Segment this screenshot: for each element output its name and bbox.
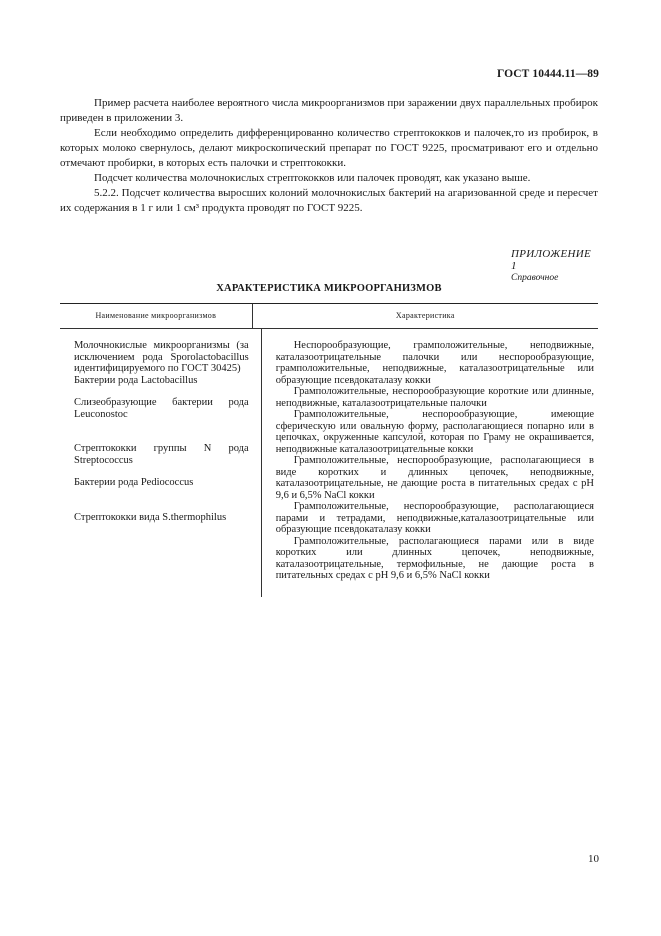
body-text bbox=[60, 96, 598, 216]
paragraph: Подсчет количества молочнокислых стрептококков или палочек проводят, как указано выше. bbox=[94, 172, 531, 184]
row-name: Бактерии рода Pediococcus bbox=[74, 477, 194, 488]
row-name: Стрептококки группы N рода Streptococcus bbox=[74, 443, 249, 466]
characteristics-column bbox=[262, 329, 598, 597]
row-characteristic: Грамположительные, неспорообразующие короткие или длинные, неподвижные, каталазоотрицательные палочки bbox=[275, 386, 594, 409]
row-name: Слизеобразующие бактерии рода Leuconostoc bbox=[74, 397, 249, 420]
names-column bbox=[60, 329, 262, 597]
row-name: Бактерии рода Lactobacillus bbox=[74, 374, 198, 386]
row-characteristic: Грамположительные, располагающиеся парами или в виде коротких или длинных цепочек, неподвижные, каталазоотрицательные, термофильные, не дающие роста в питательных средах с рН 9,6 и 6,5% NaCl кокки bbox=[275, 535, 594, 581]
appendix-label-block bbox=[511, 248, 599, 283]
table-body bbox=[60, 329, 598, 597]
page-number: 10 bbox=[588, 853, 599, 865]
standard-number: ГОСТ 10444.11—89 bbox=[496, 68, 599, 80]
table-header-row bbox=[60, 304, 598, 329]
row-characteristic: Неспорообразующие, грамположительные, неподвижные, каталазоотрицательные палочки или неспорообразующие, грамположительные, неподвижные, каталазоотрицательные или образующие псевдокаталазу кокки bbox=[275, 340, 594, 386]
row-name: Стрептококки вида S.thermophilus bbox=[74, 511, 227, 523]
table-title: ХАРАКТЕРИСТИКА МИКРООРГАНИЗМОВ bbox=[216, 283, 442, 294]
paragraph: Пример расчета наиболее вероятного числа микроорганизмов при заражении двух параллельных пробирок приведен в приложении 3. bbox=[60, 97, 598, 124]
appendix-label: ПРИЛОЖЕНИЕ 1 bbox=[511, 248, 591, 272]
row-name: Молочнокислые микроорганизмы (за исключением рода Sporolactobacillus идентифицируемого по ГОСТ 30425) bbox=[74, 340, 249, 374]
header-characteristic: Характеристика bbox=[395, 311, 455, 320]
row-characteristic: Грамположительные, неспорообразующие, имеющие сферическую или овальную форму, располагающиеся попарно или в цепочках, окруженные капсулой, которая по Граму не окрашивается, неподвижные каталазоотрицательные кокки bbox=[275, 409, 594, 455]
appendix-type: Справочное bbox=[511, 273, 559, 283]
paragraph: 5.2.2. Подсчет количества выросших колоний молочнокислых бактерий на агаризованной среде и пересчет их содержания в 1 г или 1 см³ продукта проводят по ГОСТ 9225. bbox=[60, 187, 598, 214]
microorganism-table bbox=[60, 303, 598, 597]
header-name: Наименование микроорганизмов bbox=[60, 304, 253, 328]
paragraph: Если необходимо определить дифференцированно количество стрептококков и палочек,то из пробирок, в которых молоко свернулось, делают микроскопический препарат по ГОСТ 9225, просматривают его и отдельно отмечают пробирки, в которых есть палочки и стрептококки. bbox=[60, 127, 598, 169]
row-characteristic: Грамположительные, неспорообразующие, располагающиеся парами и тетрадами, неподвижные,каталазоотрицательные или образующие псевдокаталазу кокки bbox=[275, 501, 594, 535]
row-characteristic: Грамположительные, неспорообразующие, располагающиеся в виде коротких и длинных цепочек, неподвижные, каталазоотрицательные, не дающие роста в питательных средах с рН 9,6 и 6,5% NaCl кокки bbox=[275, 455, 594, 501]
